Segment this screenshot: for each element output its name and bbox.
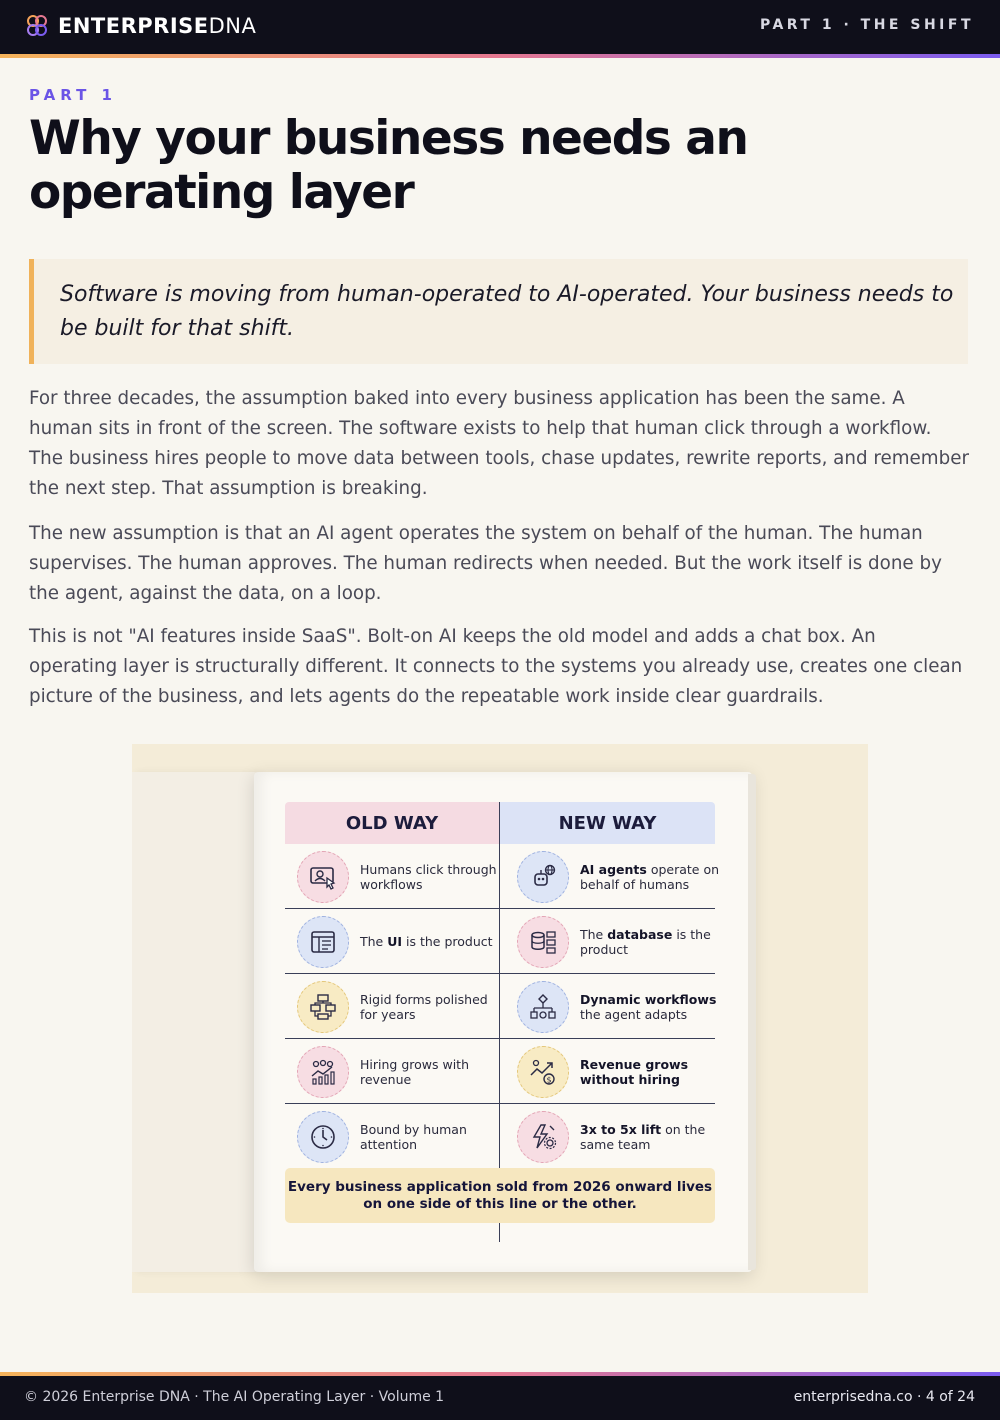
new-cell-3 [517, 981, 720, 1033]
page-title: Why your business needs an operating layer [29, 111, 748, 220]
new-cell-1 [517, 851, 720, 903]
old-cell-3 [297, 981, 500, 1033]
new-cell-text: Dynamic workflows the agent adapts [580, 991, 717, 1022]
body-paragraph-2: The new assumption is that an AI agent operates the system on behalf of the human. The human supervises. The human approves. The human redirects when needed. But the work itself is done by the agent, against the data, on a loop. [29, 523, 942, 604]
brand-logo[interactable] [24, 13, 256, 39]
growth-dollar-icon [517, 1046, 569, 1098]
clock-icon [297, 1111, 349, 1163]
book-edge [748, 774, 756, 1270]
ui-layout-icon [297, 916, 349, 968]
old-way-heading: OLD WAY [285, 802, 499, 844]
network-icon [517, 981, 569, 1033]
new-cell-text: Revenue grows without hiring [580, 1056, 689, 1087]
body-paragraph-1: For three decades, the assumption baked into every business application has been the same. A human sits in front of the screen. The software exists to help that human click through a workflow. The business hires people to move data between tools, chase updates, rewrite reports, and remember the next step. That assumption is breaking. [29, 388, 969, 499]
robot-icon [517, 851, 569, 903]
old-cell-text: The UI is the product [360, 934, 493, 950]
book-left-page [132, 772, 260, 1272]
old-cell-text: Bound by human attention [360, 1121, 467, 1152]
database-icon [517, 916, 569, 968]
new-cell-text: The database is the product [580, 926, 711, 957]
new-cell-2 [517, 916, 720, 968]
row-divider [285, 908, 715, 909]
dna-logo-icon [24, 13, 50, 39]
new-way-heading: NEW WAY [500, 802, 715, 844]
people-chart-icon [297, 1046, 349, 1098]
old-cell-4 [297, 1046, 500, 1098]
row-divider [285, 973, 715, 974]
body-paragraph-3: This is not "AI features inside SaaS". Bolt-on AI keeps the old model and adds a chat box. An operating layer is structurally different. It connects to the systems you already use, creates one clean picture of the business, and lets agents do the repeatable work inside clear guardrails. [29, 626, 963, 707]
old-cell-2 [297, 916, 500, 968]
row-divider [285, 1103, 715, 1104]
footer-copyright: © 2026 Enterprise DNA · The AI Operating Layer · Volume 1 [24, 1389, 445, 1405]
lightning-gear-icon [517, 1111, 569, 1163]
brand-name: ENTERPRISEDNA [58, 14, 257, 38]
row-divider [285, 1038, 715, 1039]
top-bar [0, 0, 1000, 54]
flowchart-icon [297, 981, 349, 1033]
new-cell-5 [517, 1111, 720, 1163]
section-label: PART 1 · THE SHIFT [759, 17, 974, 33]
footer-page-info[interactable]: enterprisedna.co · 4 of 24 [793, 1389, 975, 1405]
part-kicker: PART 1 [29, 86, 117, 104]
pull-quote [29, 259, 968, 364]
old-cell-text: Rigid forms polished for years [360, 991, 488, 1022]
new-cell-4 [517, 1046, 720, 1098]
new-cell-text: AI agents operate on behalf of humans [580, 861, 720, 892]
cursor-screen-icon [297, 851, 349, 903]
header-gradient-line [0, 54, 1000, 58]
svg-text:$: $ [546, 1075, 552, 1085]
comparison-figure [132, 744, 868, 1293]
old-cell-text: Hiring grows with revenue [360, 1056, 469, 1087]
new-cell-text: 3x to 5x lift on the same team [580, 1121, 706, 1152]
old-cell-1 [297, 851, 500, 903]
figure-note: Every business application sold from 2026 onward lives on one side of this line or the other. [285, 1168, 715, 1223]
pull-quote-text: Software is moving from human-operated to AI-operated. Your business needs to be built for that shift. [60, 282, 954, 341]
old-cell-5 [297, 1111, 500, 1163]
old-cell-text: Humans click through workflows [360, 861, 497, 892]
